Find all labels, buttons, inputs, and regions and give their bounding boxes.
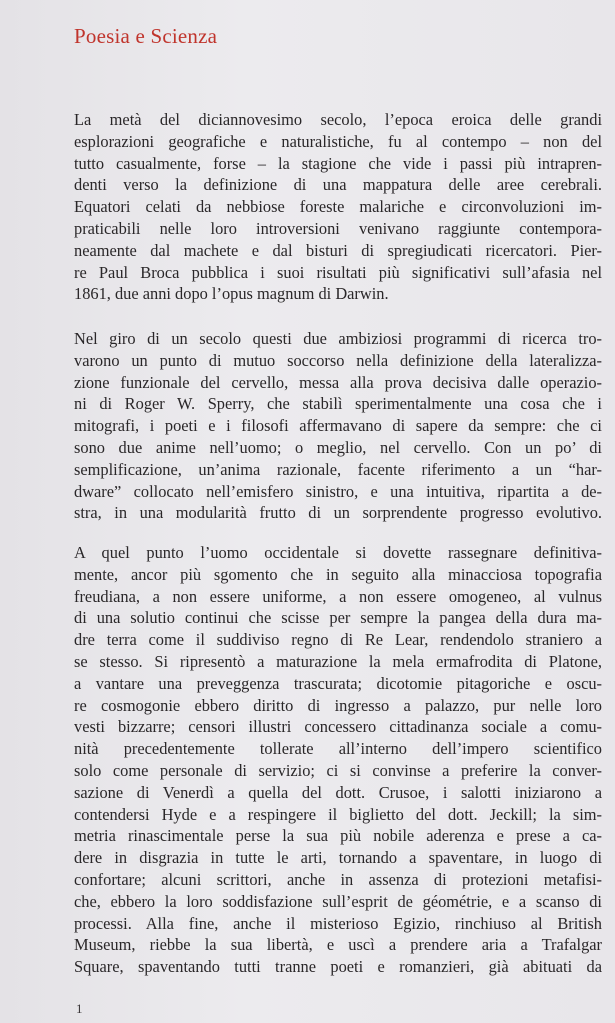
text-line: Equatori celati da nebbiose foreste malariche e circonvoluzioni im- [74, 197, 602, 217]
text-line: contendersi Hyde e a respingere il biglietto del dott. Jeckill; la sim- [74, 804, 602, 824]
text-line: tutto casualmente, forse – la stagione che vide i passi più intrapren- [74, 153, 602, 173]
paragraph-1 [74, 109, 602, 305]
chapter-title: Poesia e Scienza [74, 24, 218, 48]
text-line: neamente dal machete e dal bisturi di spregiudicati ricercatori. Pier- [74, 240, 602, 260]
text-line: ni di Roger W. Sperry, che stabilì sperimentalmente una cosa che i [74, 394, 602, 414]
text-line: dware” collocato nell’emisfero sinistro, e una intuitiva, ripartita a de- [74, 481, 602, 501]
text-line: Nel giro di un secolo questi due ambiziosi programmi di ricerca tro- [74, 329, 602, 348]
text-line: freudiana, a non essere uniforme, a non essere omogeneo, al vulnus [74, 586, 602, 606]
text-line: A quel punto l’uomo occidentale si dovette rassegnare definitiva- [74, 543, 602, 562]
text-line: re cosmogonie ebbero diritto di ingresso a palazzo, pur nelle loro [74, 695, 602, 715]
text-line: mitografi, i poeti e i filosofi affermavano di sapere da sempre: che ci [74, 416, 602, 436]
text-line: Museum, riebbe la sua libertà, e uscì a prendere aria a Trafalgar [74, 935, 602, 955]
text-line: che, ebbero la loro soddisfazione sull’esprit de géométrie, e a scanso di [74, 891, 602, 911]
text-line: sono due anime nell’uomo; o meglio, nel cervello. Con un po’ di [74, 437, 602, 457]
text-line: varono un punto di mutuo soccorso nella definizione della lateralizza- [74, 350, 602, 370]
text-line: praticabili nelle loro introversioni venivano raggiunte contempora- [74, 218, 602, 238]
paragraph-3 [74, 542, 602, 978]
text-line: dre terra come il suddiviso regno di Re Lear, rendendolo straniero a [74, 630, 602, 650]
text-line: metria rinascimentale perse la sua più nobile aderenza e prese a ca- [74, 826, 602, 846]
text-line: semplificazione, un’anima razionale, facente riferimento a un “har- [74, 459, 602, 479]
text-line: sazione di Venerdì a quella del dott. Crusoe, i salotti iniziarono a [74, 782, 602, 802]
text-line: esplorazioni geografiche e naturalistiche, fu al contempo – non del [74, 131, 602, 151]
text-line: stra, in una modularità frutto di un sorprendente progresso evolutivo. [74, 503, 602, 523]
text-line: zione funzionale del cervello, messa alla prova decisiva dalle operazio- [74, 372, 602, 392]
text-line: se stesso. Si ripresentò a maturazione la mela ermafrodita di Platone, [74, 651, 602, 671]
text-line: denti verso la definizione di una mappatura delle aree cerebrali. [74, 175, 602, 195]
text-line: re Paul Broca pubblica i suoi risultati più significativi sull’afasia nel [74, 262, 602, 282]
text-line: Square, spaventando tutti tranne poeti e romanzieri, già abituati da [74, 957, 602, 977]
text-line: vesti bizzarre; censori illustri concessero cittadinanza sociale a comu- [74, 717, 602, 737]
text-line: processi. Alla fine, anche il misterioso Egizio, rinchiuso al British [74, 913, 602, 933]
text-line: di una solutio continui che scisse per sempre la pangea della dura ma- [74, 608, 602, 628]
text-line: confortare; alcuni scrittori, anche in assenza di protezioni metafisi- [74, 869, 602, 889]
text-line: mente, ancor più sgomento che in seguito alla minacciosa topografia [74, 564, 602, 584]
text-line: a vantare una preveggenza trascurata; dicotomie pitagoriche e oscu- [74, 673, 602, 693]
text-line: solo come personale di servizio; ci si convinse a preferire la conver- [74, 760, 602, 780]
page-number: 1 [76, 1001, 83, 1016]
text-line: La metà del diciannovesimo secolo, l’epoca eroica delle grandi [74, 110, 602, 129]
text-line: nità precedentemente tollerate all’interno dell’impero scientifico [74, 739, 602, 759]
paragraph-2 [74, 328, 602, 524]
text-line: dere in disgrazia in tutte le arti, tornando a spaventare, in luogo di [74, 848, 602, 868]
text-line: 1861, due anni dopo l’opus magnum di Darwin. [74, 284, 389, 304]
